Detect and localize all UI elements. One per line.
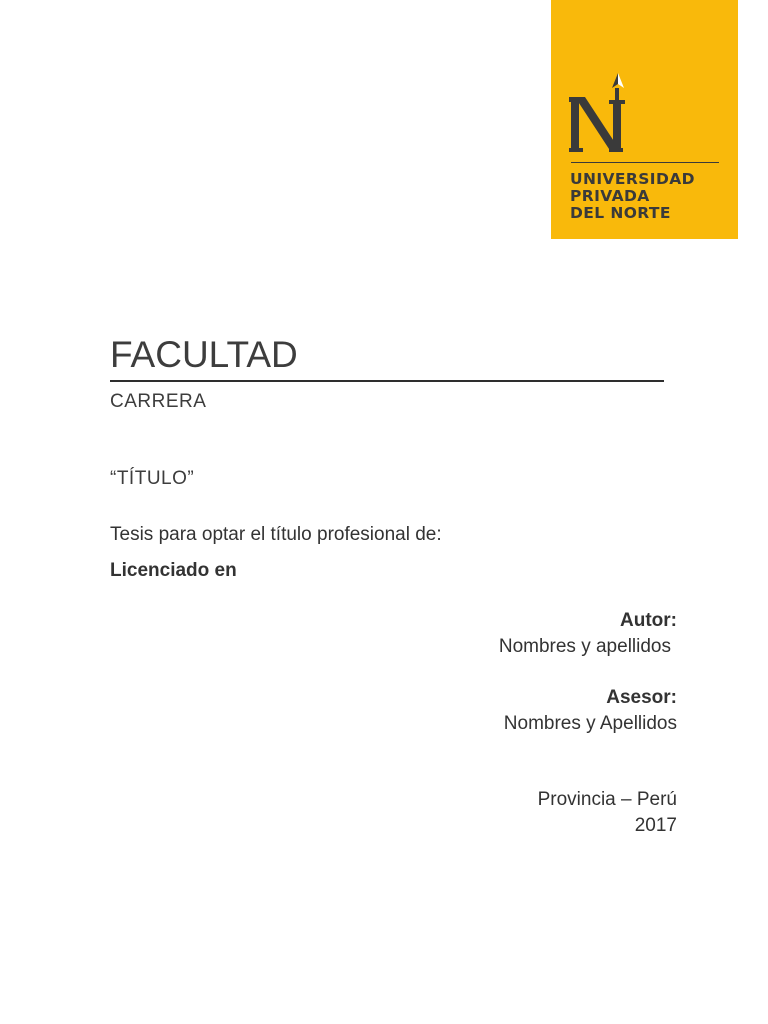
location-text: Provincia – Perú [537, 789, 677, 810]
university-name [570, 171, 695, 222]
year-text: 2017 [634, 815, 677, 836]
university-logo-block [551, 0, 738, 239]
advisor-label: Asesor: [606, 687, 677, 708]
university-name-line1: UNIVERSIDAD [570, 170, 695, 188]
logo-divider [571, 162, 719, 163]
thesis-purpose-text: Tesis para optar el título profesional de: [110, 524, 442, 545]
thesis-title: “TÍTULO” [110, 468, 195, 489]
heading-divider [110, 380, 664, 382]
advisor-block [504, 685, 677, 737]
upn-n-logo-icon [569, 70, 635, 160]
advisor-name: Nombres y Apellidos [503, 713, 677, 734]
university-name-line2: PRIVADA [570, 187, 650, 205]
faculty-heading: FACULTAD [110, 334, 298, 375]
author-name: Nombres y apellidos [498, 636, 671, 657]
career-heading: CARRERA [110, 391, 207, 412]
place-date-block [538, 787, 677, 839]
author-block [499, 608, 677, 660]
author-label: Autor: [620, 610, 677, 631]
university-name-line3: DEL NORTE [570, 204, 671, 222]
degree-text: Licenciado en [110, 560, 237, 581]
